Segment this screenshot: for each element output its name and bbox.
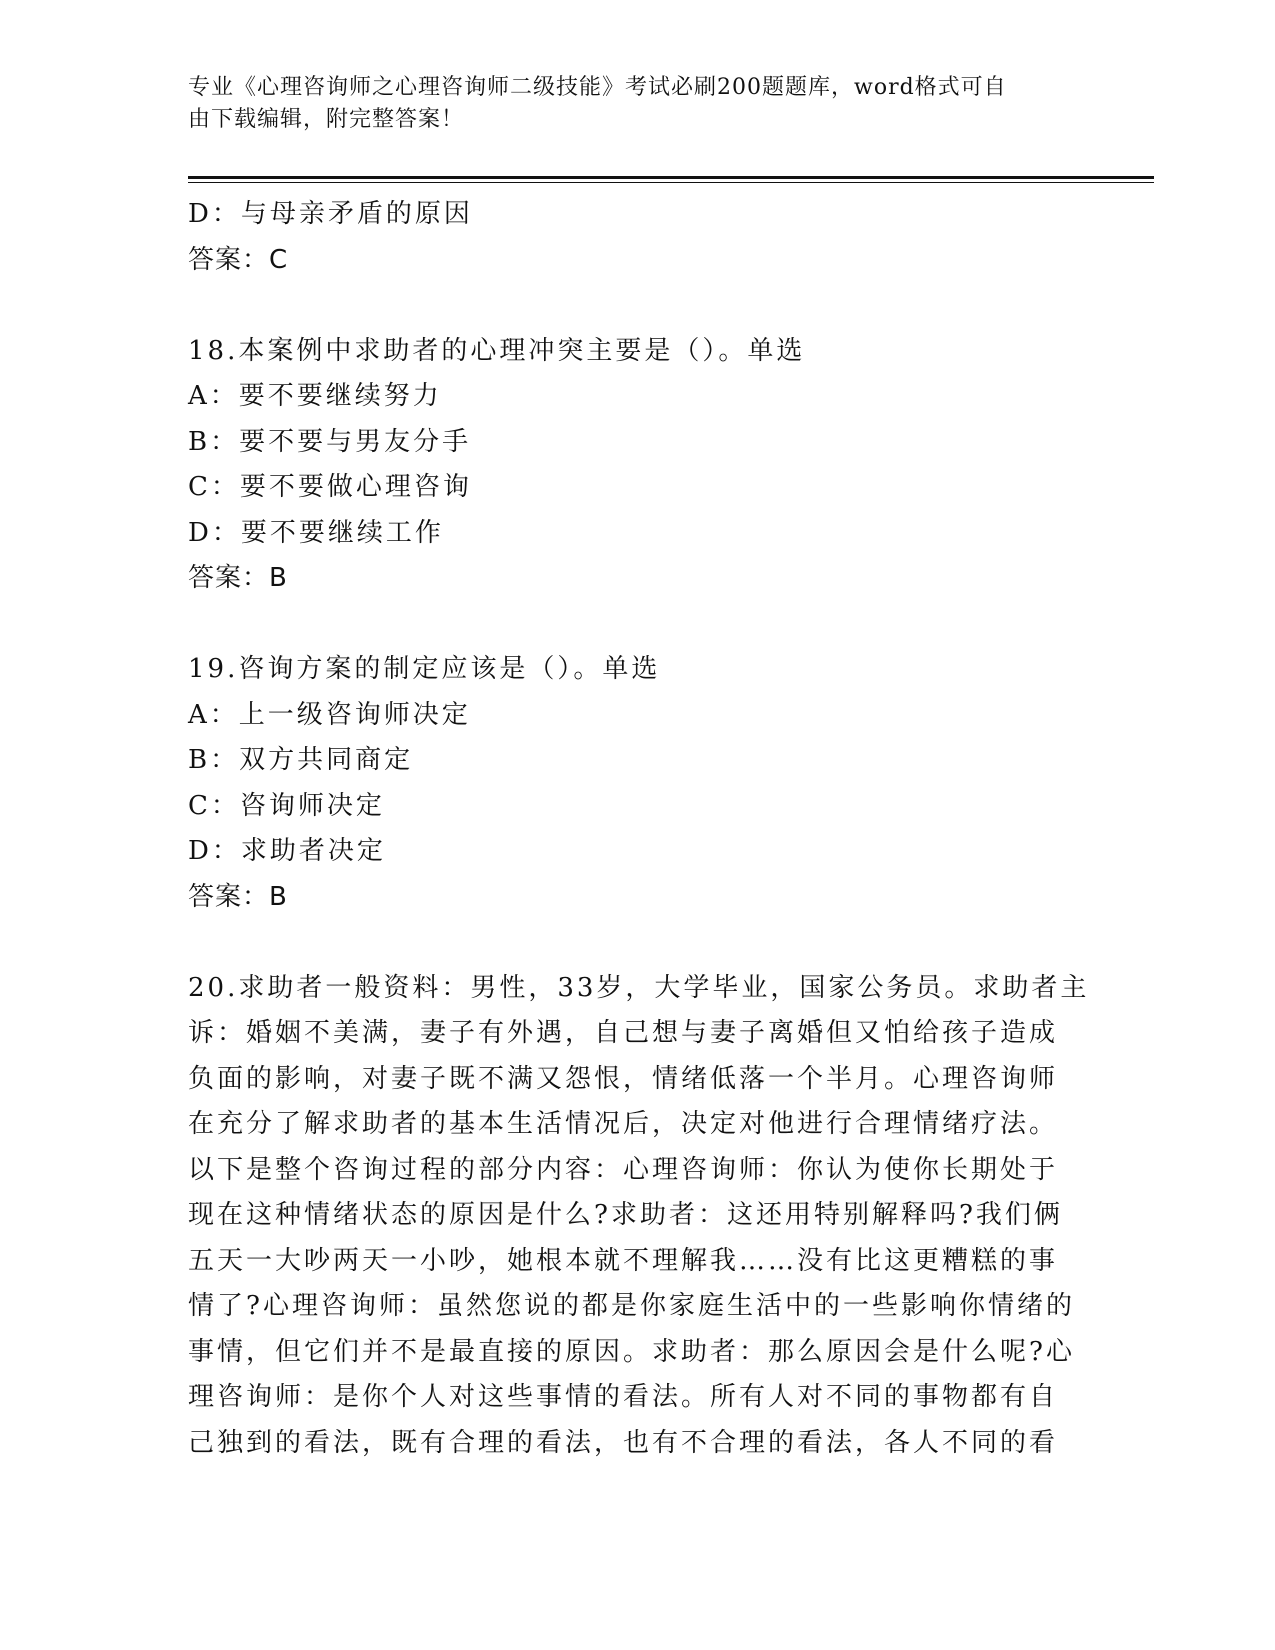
q19-option-a: A：上一级咨询师决定 [188,699,471,730]
q17-option-d: D：与母亲矛盾的原因 [188,199,473,229]
question-19 [188,647,1088,920]
q20-line: 己独到的看法，既有合理的看法，也有不合理的看法，各人不同的看 [188,1427,1059,1458]
header-divider-thick [188,176,1154,179]
header-line-1: 专业《心理咨询师之心理咨询师二级技能》考试必刷200题题库，word格式可自 [188,75,1007,100]
q20-line: 理咨询师：是你个人对这些事情的看法。所有人对不同的事物都有自 [188,1382,1059,1412]
q19-answer: 答案：B [188,881,288,912]
q20-line: 在充分了解求助者的基本生活情况后，决定对他进行合理情绪疗法。 [188,1109,1059,1139]
q20-line: 现在这种情绪状态的原因是什么?求助者：这还用特别解释吗?我们俩 [188,1200,1063,1230]
q20-line: 负面的影响，对妻子既不满又怨恨，情绪低落一个半月。心理咨询师 [188,1063,1059,1094]
q18-option-c: C：要不要做心理咨询 [188,472,472,502]
q17-answer: 答案：C [188,244,289,275]
question-content [188,192,1088,1466]
header-line-2: 由下载编辑，附完整答案！ [188,107,465,132]
q20-line: 20.求助者一般资料：男性，33岁，大学毕业，国家公务员。求助者主 [188,972,1090,1003]
spacer [188,602,1088,648]
header-divider-thin [188,182,1154,183]
spacer [188,920,1088,966]
q19-stem: 19.咨询方案的制定应该是（）。单选 [188,654,661,684]
q20-line: 事情，但它们并不是最直接的原因。求助者：那么原因会是什么呢?心 [188,1336,1075,1367]
q19-option-d: D：求助者决定 [188,836,386,866]
q20-line: 五天一大吵两天一小吵，她根本就不理解我……没有比这更糟糕的事 [188,1245,1059,1276]
q19-option-b: B：双方共同商定 [188,745,414,775]
q19-option-c: C：咨询师决定 [188,790,385,821]
q18-answer: 答案：B [188,563,288,593]
q20-line: 诉：婚姻不美满，妻子有外遇，自己想与妻子离婚但又怕给孩子造成 [188,1018,1059,1048]
q18-stem: 18.本案例中求助者的心理冲突主要是（）。单选 [188,335,806,366]
q18-option-a: A：要不要继续努力 [188,381,442,411]
document-header [188,72,1068,136]
question-18 [188,329,1088,602]
q20-line: 情了?心理咨询师：虽然您说的都是你家庭生活中的一些影响你情绪的 [188,1291,1075,1321]
q18-option-d: D：要不要继续工作 [188,517,444,548]
q18-option-b: B：要不要与男友分手 [188,426,472,457]
question-20-text [188,966,1088,1467]
spacer [188,283,1088,329]
q20-line: 以下是整个咨询过程的部分内容：心理咨询师：你认为使你长期处于 [188,1154,1059,1185]
